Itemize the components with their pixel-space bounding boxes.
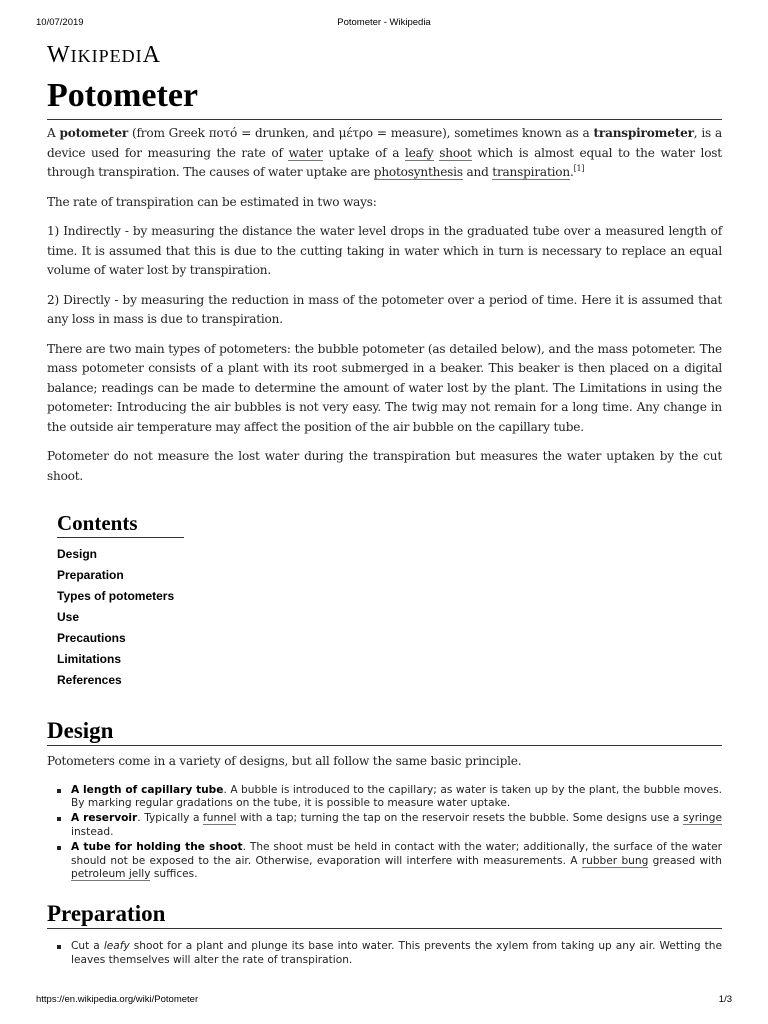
toc-title: Contents [57, 510, 184, 538]
link-leafy[interactable]: leafy [405, 145, 434, 160]
toc-item-references[interactable]: References [57, 673, 122, 687]
preparation-list [47, 940, 722, 967]
link-photosynthesis[interactable]: photosynthesis [373, 165, 463, 179]
page-number: 1/3 [718, 994, 732, 1005]
link-shoot[interactable]: shoot [439, 145, 472, 160]
link-transpiration[interactable]: transpiration [492, 165, 570, 179]
toc-item-preparation[interactable]: Preparation [57, 568, 124, 582]
section-heading-preparation: Preparation [47, 900, 722, 929]
toc-item-design[interactable]: Design [57, 547, 98, 561]
toc-item-precautions[interactable]: Precautions [57, 631, 126, 645]
toc-item-limitations[interactable]: Limitations [57, 652, 122, 666]
link-petroleum-jelly[interactable]: petroleum jelly [71, 867, 151, 880]
section-heading-design: Design [47, 717, 722, 746]
wikipedia-wordmark[interactable]: WIKIPEDIA [47, 42, 161, 68]
print-footer [36, 994, 732, 1006]
article-content [47, 40, 722, 969]
list-item: Cut a leafy shoot for a plant and plunge its base into water. This prevents the xylem from taking up any air. Wetting the leaves themselves will alter the rate of transpiration. [71, 940, 722, 966]
page-url: https://en.wikipedia.org/wiki/Potometer [36, 994, 199, 1005]
paragraph: 1) Indirectly - by measuring the distance the water level drops in the graduated tube over a measured length of time. It is assumed that this is due to the cutting taking in water which in turn is necessary to replace an equal volume of water lost by transpiration. [47, 224, 722, 277]
page-title: Potometer [47, 75, 722, 120]
design-list [47, 784, 722, 882]
link-rubber-bung[interactable]: rubber bung [581, 854, 649, 867]
print-header [36, 17, 732, 29]
link-water[interactable]: water [288, 145, 323, 160]
link-syringe[interactable]: syringe [682, 812, 722, 825]
table-of-contents [57, 510, 184, 691]
lead-paragraph: A potometer (from Greek ποτό = drunken, and μέτρο = measure), sometimes known as a transpirometer, is a device used for measuring the rate of water uptake of a leafy shoot which is almost equal to the water lost through transpiration. The causes of water uptake are photosynthesis and transpiration.[1] [47, 126, 723, 179]
list-item: A reservoir. Typically a funnel with a tap; turning the tap on the reservoir resets the bubble. Some designs use a syringe instead. [71, 812, 722, 838]
print-page-title: Potometer - Wikipedia [337, 17, 431, 28]
link-funnel[interactable]: funnel [203, 812, 237, 825]
toc-item-use[interactable]: Use [57, 610, 80, 624]
paragraph: There are two main types of potometers: the bubble potometer (as detailed below), and the mass potometer. The mass potometer consists of a plant with its root submerged in a beaker. This beaker is then placed on a digital balance; readings can be made to determine the amount of water lost by the plant. The Limitations in using the potometer: Introducing the air bubbles is not very easy. The twig may not remain for a long time. Any change in the outside air temperature may affect the position of the air bubble on the capillary tube. [47, 341, 722, 434]
reference-1[interactable]: [1] [573, 163, 585, 173]
paragraph: The rate of transpiration can be estimated in two ways: [47, 194, 377, 209]
paragraph: 2) Directly - by measuring the reduction in mass of the potometer over a period of time. Here it is assumed that any loss in mass is due to transpiration. [47, 292, 722, 326]
list-item: A tube for holding the shoot. The shoot must be held in contact with the water; additionally, the surface of the water should not be exposed to the air. Otherwise, evaporation will interfere with measurements. A rubber bung greased with petroleum jelly suffices. [71, 841, 722, 880]
toc-item-types[interactable]: Types of potometers [57, 589, 175, 603]
design-intro: Potometers come in a variety of designs, but all follow the same basic principle. [47, 754, 522, 768]
paragraph: Potometer do not measure the lost water during the transpiration but measures the water uptaken by the cut shoot. [47, 449, 722, 483]
print-date: 10/07/2019 [36, 17, 84, 28]
list-item: A length of capillary tube. A bubble is introduced to the capillary; as water is taken up by the plant, the bubble moves. By marking regular gradations on the tube, it is possible to measure water uptake. [71, 783, 722, 809]
